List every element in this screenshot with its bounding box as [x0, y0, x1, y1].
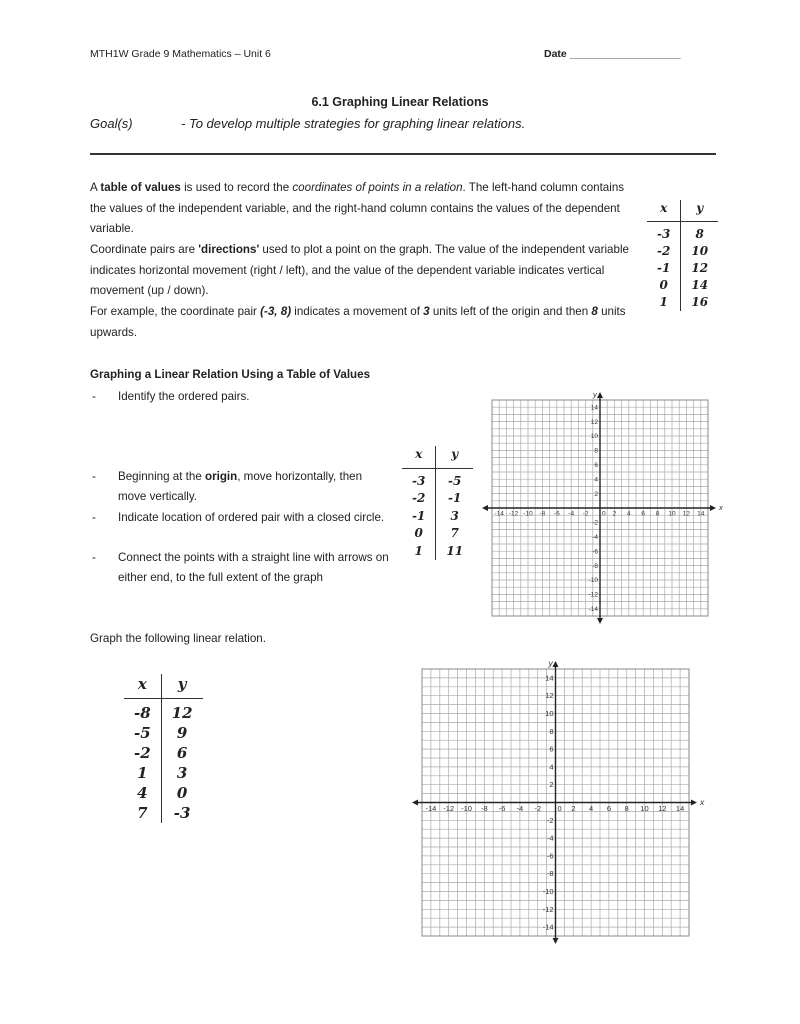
table2-x-cell: -3 — [402, 468, 436, 490]
y-tick-label: -8 — [592, 562, 598, 570]
table3-x-cell: -5 — [124, 723, 161, 743]
table3-x-cell: 7 — [124, 803, 161, 823]
y-tick-label: 8 — [594, 447, 598, 455]
x-tick-label: -8 — [539, 510, 546, 518]
x-tick-label: 8 — [624, 804, 629, 813]
table3-row — [124, 763, 203, 783]
table-of-values-example — [647, 200, 718, 311]
table3-x-header: x — [124, 674, 161, 699]
table3-x-cell: -2 — [124, 743, 161, 763]
table3-y-cell: 6 — [176, 744, 188, 762]
y-tick-label: -2 — [592, 519, 598, 527]
x-tick-label: 0 — [557, 804, 562, 813]
step-origin: - Beginning at the origin, move horizontally, then move vertically. — [92, 470, 363, 503]
x-axis-right-arrow — [710, 505, 716, 511]
table2-x-header: x — [402, 446, 436, 468]
intro-paragraph-3: For example, the coordinate pair (-3, 8) indicates a movement of 3 units left of the origin and then 8 units upwards. — [90, 305, 626, 339]
y-tick-label: 10 — [590, 433, 598, 441]
table2-row — [402, 525, 473, 543]
table3-row — [124, 783, 203, 803]
x-axis-right-arrow — [691, 800, 697, 806]
table2-y-cell: 3 — [450, 508, 459, 523]
x-tick-label: 10 — [640, 804, 649, 813]
table3-x-cell: 1 — [124, 763, 161, 783]
step-closed-circle: - Indicate location of ordered pair with a closed circle. — [92, 511, 385, 524]
table1-y-cell: 12 — [691, 261, 709, 275]
x-tick-label: 2 — [612, 510, 617, 518]
x-tick-label: -6 — [498, 804, 506, 813]
intro-paragraph-2: Coordinate pairs are 'directions' used to plot a point on the graph. The value of the independent variable indicates horizontal movement (right / left), and the value of the dependent variable indicates vertical movement (up / down). — [90, 243, 629, 297]
y-tick-label: -12 — [588, 591, 598, 599]
table1-y-cell: 14 — [691, 278, 709, 292]
y-tick-label: -4 — [592, 533, 598, 541]
y-tick-label: -6 — [592, 548, 598, 556]
x-tick-label: -2 — [582, 510, 589, 518]
table-of-values-step — [402, 446, 473, 560]
y-axis-label: y — [593, 390, 597, 399]
x-tick-label: 6 — [641, 510, 646, 518]
intro-paragraph-1: A table of values is used to record the coordinates of points in a relation. The left-hand column contains the values of the independent variable, and the right-hand column contains the values of the dependent variable. — [90, 181, 625, 235]
y-tick-label: -12 — [542, 904, 554, 914]
x-tick-label: 14 — [697, 510, 705, 518]
table2-row — [402, 543, 473, 561]
table1-row — [647, 243, 718, 260]
y-tick-label: 14 — [590, 404, 598, 412]
x-tick-label: 6 — [606, 804, 611, 813]
table1-row — [647, 294, 718, 311]
x-tick-label: 8 — [655, 510, 660, 518]
table3-y-cell: -3 — [173, 804, 191, 822]
table1-row — [647, 277, 718, 294]
x-axis-label: x — [719, 503, 723, 513]
date-field-label: Date ___________________ — [544, 48, 681, 60]
table3-y-cell: 12 — [171, 704, 193, 722]
y-tick-label: 4 — [594, 476, 598, 484]
goal-label: Goal(s) — [90, 116, 133, 131]
step-connect-points: - Connect the points with a straight line with arrows on either end, to the full extent of the graph — [92, 551, 389, 584]
table3-y-cell: 0 — [176, 784, 188, 802]
x-tick-label: 10 — [668, 510, 676, 518]
table1-x-cell: -1 — [647, 260, 681, 277]
table1-x-cell: 0 — [647, 277, 681, 294]
table1-x-cell: -3 — [647, 222, 681, 244]
table3-row — [124, 803, 203, 823]
section-title: Graphing a Linear Relation Using a Table of Values — [90, 368, 371, 381]
x-axis-label: x — [700, 797, 705, 807]
table1-row — [647, 260, 718, 277]
x-tick-label: -10 — [461, 804, 472, 813]
x-tick-label: -8 — [480, 804, 488, 813]
table3-row — [124, 743, 203, 763]
y-tick-label: -2 — [546, 815, 554, 825]
x-tick-label: -4 — [568, 510, 575, 518]
x-tick-label: -6 — [553, 510, 560, 518]
x-tick-label: 14 — [675, 804, 685, 813]
table3-y-cell: 3 — [176, 764, 188, 782]
y-axis-bottom-arrow — [553, 938, 559, 944]
table2-y-header: y — [436, 446, 473, 468]
y-tick-label: -10 — [542, 887, 554, 896]
y-tick-label: -14 — [588, 605, 598, 613]
table1-y-cell: 10 — [691, 244, 709, 258]
x-tick-label: -10 — [523, 510, 533, 518]
table3-x-cell: 4 — [124, 783, 161, 803]
x-tick-label: -12 — [443, 804, 455, 813]
coordinate-grid-exercise[interactable] — [406, 655, 705, 940]
table1-x-cell: -2 — [647, 243, 681, 260]
divider-rule — [90, 153, 716, 155]
table2-row — [402, 490, 473, 508]
x-tick-label: 12 — [658, 804, 667, 813]
x-axis-left-arrow — [482, 505, 488, 511]
exercise-prompt: Graph the following linear relation. — [90, 632, 266, 645]
x-tick-label: -12 — [508, 510, 519, 518]
x-tick-label: -14 — [494, 510, 504, 518]
x-axis-left-arrow — [412, 800, 418, 806]
y-tick-label: -8 — [546, 869, 554, 879]
table2-y-cell: -1 — [448, 491, 462, 505]
x-tick-label: 4 — [589, 804, 594, 813]
table2-y-cell: 7 — [450, 526, 459, 540]
course-header: MTH1W Grade 9 Mathematics – Unit 6 — [90, 48, 271, 60]
y-axis-bottom-arrow — [597, 618, 603, 624]
table2-x-cell: -2 — [402, 490, 436, 508]
x-tick-label: -14 — [425, 804, 437, 813]
table1-x-cell: 1 — [647, 294, 681, 311]
goal-text: - To develop multiple strategies for graphing linear relations. — [181, 116, 526, 131]
y-tick-label: 10 — [545, 709, 554, 718]
x-tick-label: 2 — [571, 804, 576, 813]
y-tick-label: 2 — [549, 780, 554, 790]
y-tick-label: 2 — [594, 490, 598, 498]
y-tick-label: -4 — [546, 833, 554, 843]
table3-x-cell: -8 — [124, 699, 161, 724]
table2-row — [402, 508, 473, 526]
table1-y-cell: 16 — [691, 295, 709, 309]
y-tick-label: 4 — [549, 762, 554, 772]
table1-y-cell: 8 — [695, 227, 704, 241]
table3-y-cell: 9 — [176, 724, 188, 742]
x-tick-label: -4 — [516, 804, 524, 813]
y-tick-label: -14 — [542, 922, 554, 932]
y-tick-label: 12 — [590, 418, 598, 426]
table2-x-cell: 1 — [402, 543, 436, 561]
y-tick-label: 12 — [545, 691, 554, 701]
table3-y-header: y — [161, 674, 202, 699]
lesson-title: 6.1 Graphing Linear Relations — [311, 95, 489, 109]
table1-x-header: x — [647, 200, 681, 222]
table2-y-cell: 11 — [446, 543, 464, 558]
table2-row — [402, 468, 473, 490]
y-tick-label: 14 — [545, 673, 554, 683]
table2-y-cell: -5 — [448, 473, 462, 488]
y-tick-label: -10 — [588, 577, 598, 585]
table3-row — [124, 723, 203, 743]
table1-row — [647, 222, 718, 244]
table-of-values-exercise — [124, 674, 203, 823]
table2-x-cell: -1 — [402, 508, 436, 526]
y-tick-label: 8 — [549, 726, 554, 736]
table1-y-header: y — [681, 200, 718, 222]
y-axis-top-arrow — [597, 392, 603, 398]
table3-row — [124, 699, 203, 724]
x-tick-label: 12 — [682, 510, 691, 518]
x-tick-label: 0 — [602, 510, 606, 518]
step-identify: - Identify the ordered pairs. — [92, 390, 250, 403]
x-tick-label: -2 — [534, 804, 542, 813]
coordinate-grid-example — [482, 390, 723, 626]
y-axis-label: y — [548, 658, 553, 668]
y-tick-label: 6 — [594, 461, 598, 469]
table2-x-cell: 0 — [402, 525, 436, 543]
y-axis-top-arrow — [553, 661, 559, 667]
x-tick-label: 4 — [626, 510, 631, 518]
y-tick-label: 6 — [549, 744, 554, 754]
y-tick-label: -6 — [546, 851, 554, 861]
